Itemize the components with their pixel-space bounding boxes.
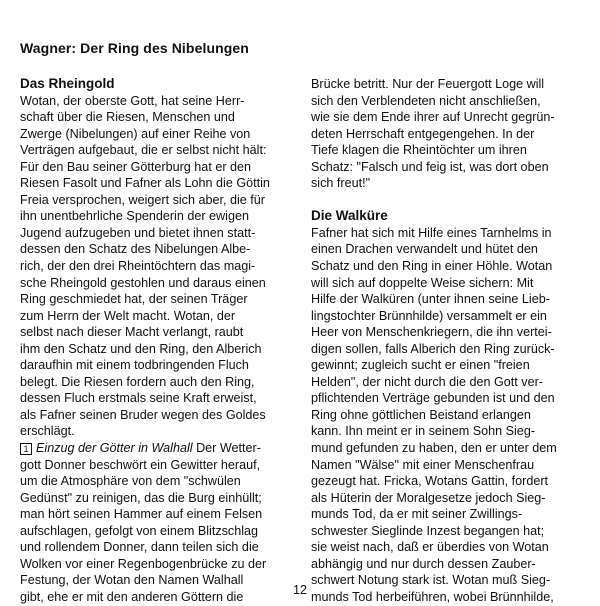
text-line: schwester Sieglinde Inzest begangen hat; [311,523,545,538]
text-line: mund gefunden zu haben, den er unter dem [311,441,557,456]
text-line: gezeugt hat. Fricka, Wotans Gattin, fordert [311,474,549,489]
text-line: man hört seinen Hammer auf einem Felsen [20,507,263,522]
text-line: Heer von Menschenkriegern, die ihn vertei- [311,325,552,340]
page-number: 12 [292,583,307,597]
text-line: Ring ohne göttlichen Beistand erlangen [311,407,531,422]
text-line: dessen den Schatz des Nibelungen Albe- [20,242,251,257]
text-line: erschlägt. [20,424,75,439]
text-line: Wolken vor einer Regenbogenbrücke zu der [20,556,267,571]
text-line: ihm den Schatz und den Ring, den Alberich [20,341,262,356]
section-gap [311,192,585,209]
text-line: kann. Ihn meint er in seinem Sohn Sieg- [311,424,536,439]
text-line: aufschlagen, gefolgt von einem Blitzschlag [20,523,259,538]
text-line: daraufhin mit einem todbringenden Fluch [20,358,249,373]
text-line: Riesen Fasolt und Fafner als Lohn die Göttin [20,176,270,191]
text-line: dessen Fluch erstmals seine Kraft erweist, [20,391,257,406]
text-line: gibt, ehe er mit den anderen Göttern die [20,589,244,604]
text-line: belegt. Die Riesen fordern auch den Ring, [20,374,255,389]
text-line: Freia versprochen, weigert sich aber, die für [20,192,265,207]
text-line: Fafner hat sich mit Hilfe eines Tarnhelms in [311,225,552,240]
text-line: sich freut!" [311,176,371,191]
text-line: deten Herrschaft entgegengehen. In der [311,126,535,141]
text-line: einen Drachen verwandelt und hütet den [311,242,538,257]
text-line: wie sie dem Ende ihrer auf Unrecht gegrün- [311,110,555,125]
text-line: Schatz: "Falsch und feig ist, was dort oben [311,159,549,174]
text-line: Wotan, der oberste Gott, hat seine Herr- [20,93,245,108]
section-title-walkuere: Die Walküre [311,208,388,224]
text-line: Verträgen aufgebaut, die er selbst nicht hält: [20,143,267,158]
text-line: Brücke betritt. Nur der Feuergott Loge will [311,77,545,91]
text-line: Ring geschmiedet hat, der seinen Träger [20,292,248,307]
text-line: als Hüterin der Moralgesetze jedoch Sieg- [311,490,546,505]
text-line: lingstochter Brünnhilde) versammelt er ein [311,308,547,323]
section-title-rheingold: Das Rheingold [20,76,115,91]
text-line: Für den Bau seiner Götterburg hat er den [20,159,252,174]
text-line: Namen "Wälse" mit einer Menschenfrau [311,457,535,472]
text-line: zum Herrn der Welt macht. Wotan, der [20,308,236,323]
text-line: gott Donner beschwört ein Gewitter herauf, [20,457,261,472]
rheingold-body [20,93,292,440]
text-line: und rollendem Donner, dann teilen sich die [20,540,259,555]
text-line: selbst nach dieser Macht verlangt, raubt [20,325,244,340]
text-line: um die Atmosphäre von dem "schwülen [20,474,241,489]
rheingold-continued [311,76,585,192]
track-number-box: 1 [20,443,32,455]
text-line: Zwerge (Nibelungen) auf einer Reihe von [20,126,251,141]
track-title: Einzug der Götter in Walhall [36,441,193,456]
text-line: Tiefe klagen die Rheintöchter um ihren [311,143,527,158]
text-line: will sich auf doppelte Weise sichern: Mit [311,275,534,290]
text-line: schwert Notung stark ist. Wotan muß Sieg- [311,573,551,588]
text-line: munds Tod, da er mit seiner Zwillings- [311,507,523,522]
text-line: Hilfe der Walküren (unter ihnen seine Lieb- [311,292,550,307]
text-line: rich, der den drei Rheintöchtern das magi- [20,259,256,274]
walkuere-body [311,225,585,606]
track-line-rest: Der Wetter- [192,441,261,456]
text-line: munds Tod herbeiführen, wobei Brünnhilde, [311,589,554,604]
text-line: pflichtenden Verträge gebunden ist und den [311,391,555,406]
text-line: sche Rheingold gestohlen und daraus einen [20,275,266,290]
right-column [311,76,585,606]
text-line: ihn unentbehrliche Spenderin der ewigen [20,209,249,224]
text-line: sie weist nach, daß er überdies von Wotan [311,540,549,555]
text-line: digen sollen, falls Alberich den Ring zurück- [311,341,555,356]
text-line: Festung, der Wotan den Namen Walhall [20,573,244,588]
text-line: als Fafner seinen Bruder wegen des Goldes [20,407,266,422]
page-heading: Wagner: Der Ring des Nibelungen [20,40,249,56]
left-column [20,76,292,606]
text-line: Jugend aufzugeben und bietet ihnen statt- [20,225,256,240]
text-line: gewinnt; zugleich sucht er einen "freien [311,358,530,373]
text-line: schaft über die Riesen, Menschen und [20,110,235,125]
text-line: Schatz und den Ring in einer Höhle. Wotan [311,259,553,274]
text-line: Helden", der nicht durch die den Gott ver- [311,374,543,389]
track-line [20,440,292,457]
text-line: sich den Verblendeten nicht anschließen, [311,93,541,108]
text-line: abhängig und nur durch dessen Zauber- [311,556,536,571]
text-line: Gedünst" zu reinigen, das die Burg einhüllt; [20,490,262,505]
